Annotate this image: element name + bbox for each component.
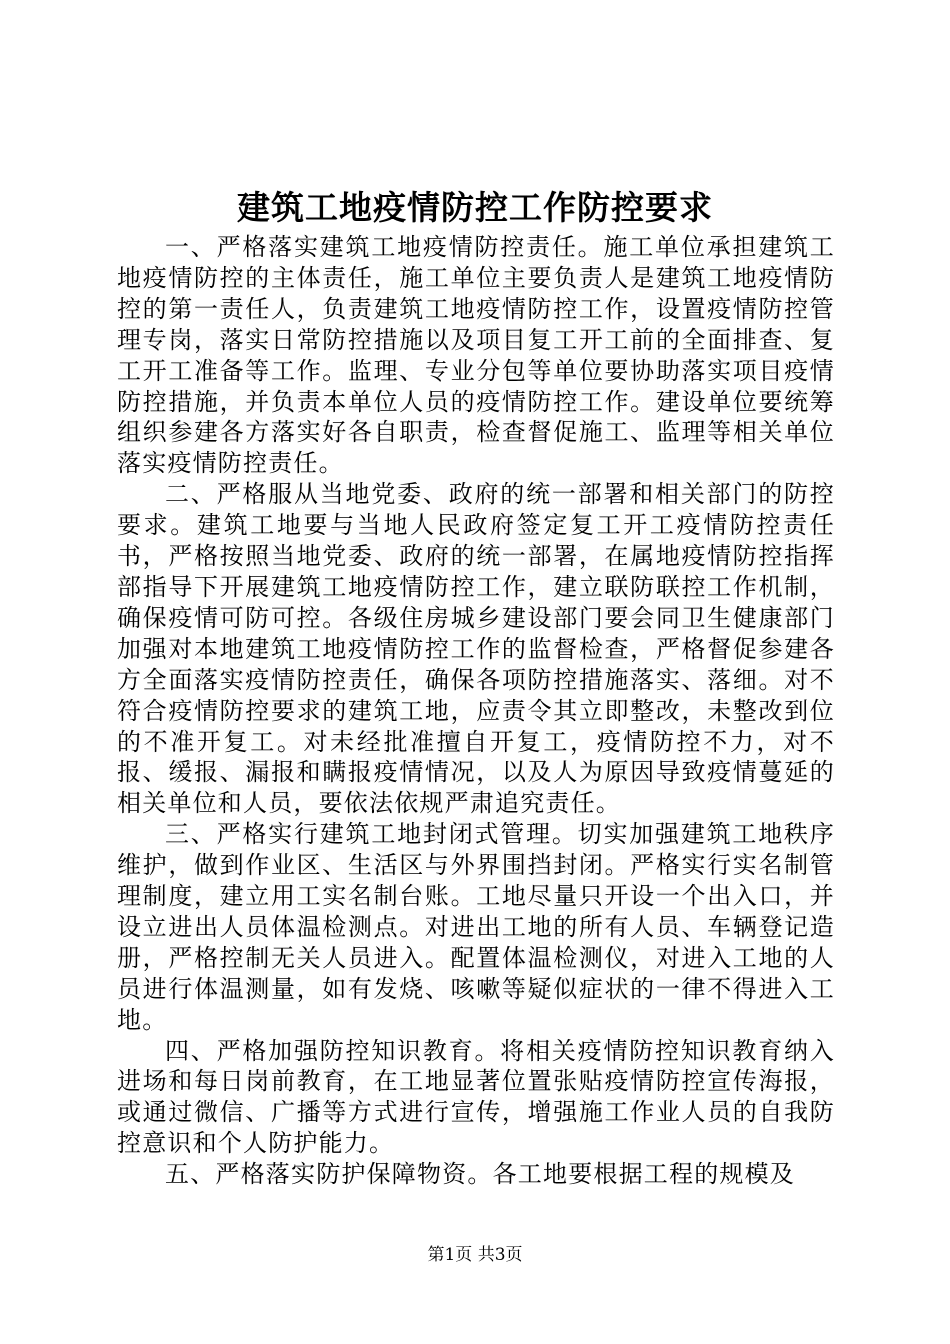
paragraph-3: 三、严格实行建筑工地封闭式管理。切实加强建筑工地秩序维护，做到作业区、生活区与外界围挡封闭。严格实行实名制管理制度，建立用工实名制台账。工地尽量只开设一个出入口，并设立进出人员体温检测点。对进出工地的所有人员、车辆登记造册，严格控制无关人员进入。配置体温检测仪，对进入工地的人员进行体温测量，如有发烧、咳嗽等疑似症状的一律不得进入工地。 xyxy=(117,820,835,1034)
paragraph-4: 四、严格加强防控知识教育。将相关疫情防控知识教育纳入进场和每日岗前教育，在工地显著位置张贴疫情防控宣传海报，或通过微信、广播等方式进行宣传，增强施工作业人员的自我防控意识和个人防护能力。 xyxy=(117,1036,835,1158)
document-body xyxy=(117,232,835,1190)
paragraph-2: 二、严格服从当地党委、政府的统一部署和相关部门的防控要求。建筑工地要与当地人民政府签定复工开工疫情防控责任书，严格按照当地党委、政府的统一部署，在属地疫情防控指挥部指导下开展建筑工地疫情防控工作，建立联防联控工作机制，确保疫情可防可控。各级住房城乡建设部门要会同卫生健康部门加强对本地建筑工地疫情防控工作的监督检查，严格督促参建各方全面落实疫情防控责任，确保各项防控措施落实、落细。对不符合疫情防控要求的建筑工地，应责令其立即整改，未整改到位的不准开复工。对未经批准擅自开复工，疫情防控不力，对不报、缓报、漏报和瞒报疫情情况，以及人为原因导致疫情蔓延的相关单位和人员，要依法依规严肃追究责任。 xyxy=(117,480,835,818)
document-title: 建筑工地疫情防控工作防控要求 xyxy=(237,188,713,227)
paragraph-1: 一、严格落实建筑工地疫情防控责任。施工单位承担建筑工地疫情防控的主体责任，施工单位主要负责人是建筑工地疫情防控的第一责任人，负责建筑工地疫情防控工作，设置疫情防控管理专岗，落实日常防控措施以及项目复工开工前的全面排查、复工开工准备等工作。监理、专业分包等单位要协助落实项目疫情防控措施，并负责本单位人员的疫情防控工作。建设单位要统筹组织参建各方落实好各自职责，检查督促施工、监理等相关单位落实疫情防控责任。 xyxy=(117,233,835,478)
page-footer: 第1页 共3页 xyxy=(427,1245,523,1265)
paragraph-5: 五、严格落实防护保障物资。各工地要根据工程的规模及 xyxy=(165,1160,795,1189)
